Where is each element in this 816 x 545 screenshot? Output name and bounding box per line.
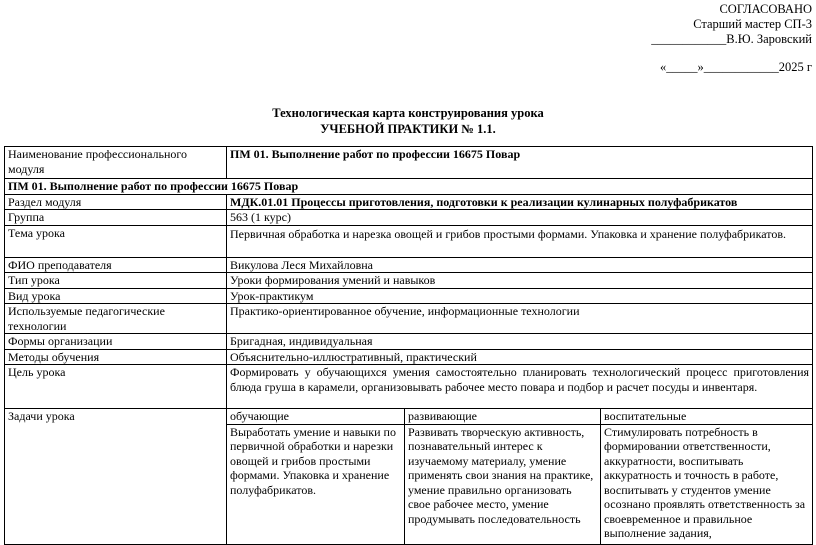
- lesson-type-label: Тип урока: [5, 273, 227, 289]
- table-row: [5, 349, 813, 365]
- title-line-1: Технологическая карта конструирования урока: [272, 106, 544, 120]
- section-label: Раздел модуля: [5, 194, 227, 210]
- table-row: [5, 179, 813, 195]
- tasks-header-educational: воспитательные: [601, 409, 813, 425]
- approval-title: СОГЛАСОВАНО: [719, 2, 812, 16]
- org-label: Формы организации: [5, 334, 227, 350]
- title-line-2: УЧЕБНОЙ ПРАКТИКИ № 1.1.: [320, 122, 496, 136]
- table-row: [5, 409, 813, 425]
- methods-value: Объяснительно-иллюстративный, практический: [227, 349, 813, 365]
- table-row: [5, 334, 813, 350]
- table-row: [5, 147, 813, 179]
- table-row: [5, 288, 813, 304]
- lesson-kind-label: Вид урока: [5, 288, 227, 304]
- table-row: [5, 273, 813, 289]
- tasks-teaching-value: Выработать умение и навыки по первичной обработки и нарезки овощей и грибов простыми формами. Упаковка и хранение полуфабрикатов.: [227, 424, 405, 544]
- goal-value: Формировать у обучающихся умения самостоятельно планировать технологический процесс приготовления блюда груша в карамели, организовывать рабочее место повара и подбор и расчет посуды и инвентаря.: [227, 365, 813, 409]
- table-row: [5, 304, 813, 334]
- teacher-label: ФИО преподавателя: [5, 257, 227, 273]
- document-title: [0, 105, 816, 137]
- tasks-developing-value: Развивать творческую активность, познавательный интерес к изучаемому материалу, умение применять свои знания на практике, умение правильно организовать свое рабочее место, умение продумывать последовательность: [405, 424, 601, 544]
- org-value: Бригадная, индивидуальная: [227, 334, 813, 350]
- table-row: [5, 210, 813, 226]
- tasks-header-developing: развивающие: [405, 409, 601, 425]
- approval-date: «_____»____________2025 г: [659, 60, 812, 74]
- tasks-header-teaching: обучающие: [227, 409, 405, 425]
- group-value: 563 (1 курс): [227, 210, 813, 226]
- methods-label: Методы обучения: [5, 349, 227, 365]
- table-row: [5, 194, 813, 210]
- topic-value: Первичная обработка и нарезка овощей и грибов простыми формами. Упаковка и хранение полуфабрикатов.: [227, 225, 813, 257]
- table-row: [5, 365, 813, 409]
- module-full-row: ПМ 01. Выполнение работ по профессии 16675 Повар: [5, 179, 813, 195]
- tech-value: Практико-ориентированное обучение, информационные технологии: [227, 304, 813, 334]
- approval-block: [651, 2, 812, 47]
- lesson-type-value: Уроки формирования умений и навыков: [227, 273, 813, 289]
- lesson-kind-value: Урок-практикум: [227, 288, 813, 304]
- table-row: [5, 257, 813, 273]
- goal-label: Цель урока: [5, 365, 227, 409]
- lesson-card-table: [4, 146, 813, 545]
- module-name-label: Наименование профессионального модуля: [5, 147, 227, 179]
- topic-label: Тема урока: [5, 225, 227, 257]
- module-name-value: ПМ 01. Выполнение работ по профессии 16675 Повар: [227, 147, 813, 179]
- approval-position: Старший мастер СП-3: [693, 17, 812, 31]
- table-row: [5, 225, 813, 257]
- teacher-value: Викулова Леся Михайловна: [227, 257, 813, 273]
- tasks-label: Задачи урока: [5, 409, 227, 545]
- tasks-educational-value: Стимулировать потребность в формировании ответственности, аккуратности, воспитывать аккуратность и точность в работе, воспитывать у студентов умение осознано проявлять ответственность за своевременное и правильное выполнение задания,: [601, 424, 813, 544]
- group-label: Группа: [5, 210, 227, 226]
- section-value: МДК.01.01 Процессы приготовления, подготовки к реализации кулинарных полуфабрикатов: [227, 194, 813, 210]
- tech-label: Используемые педагогические технологии: [5, 304, 227, 334]
- approval-signature: ____________В.Ю. Заровский: [651, 32, 812, 46]
